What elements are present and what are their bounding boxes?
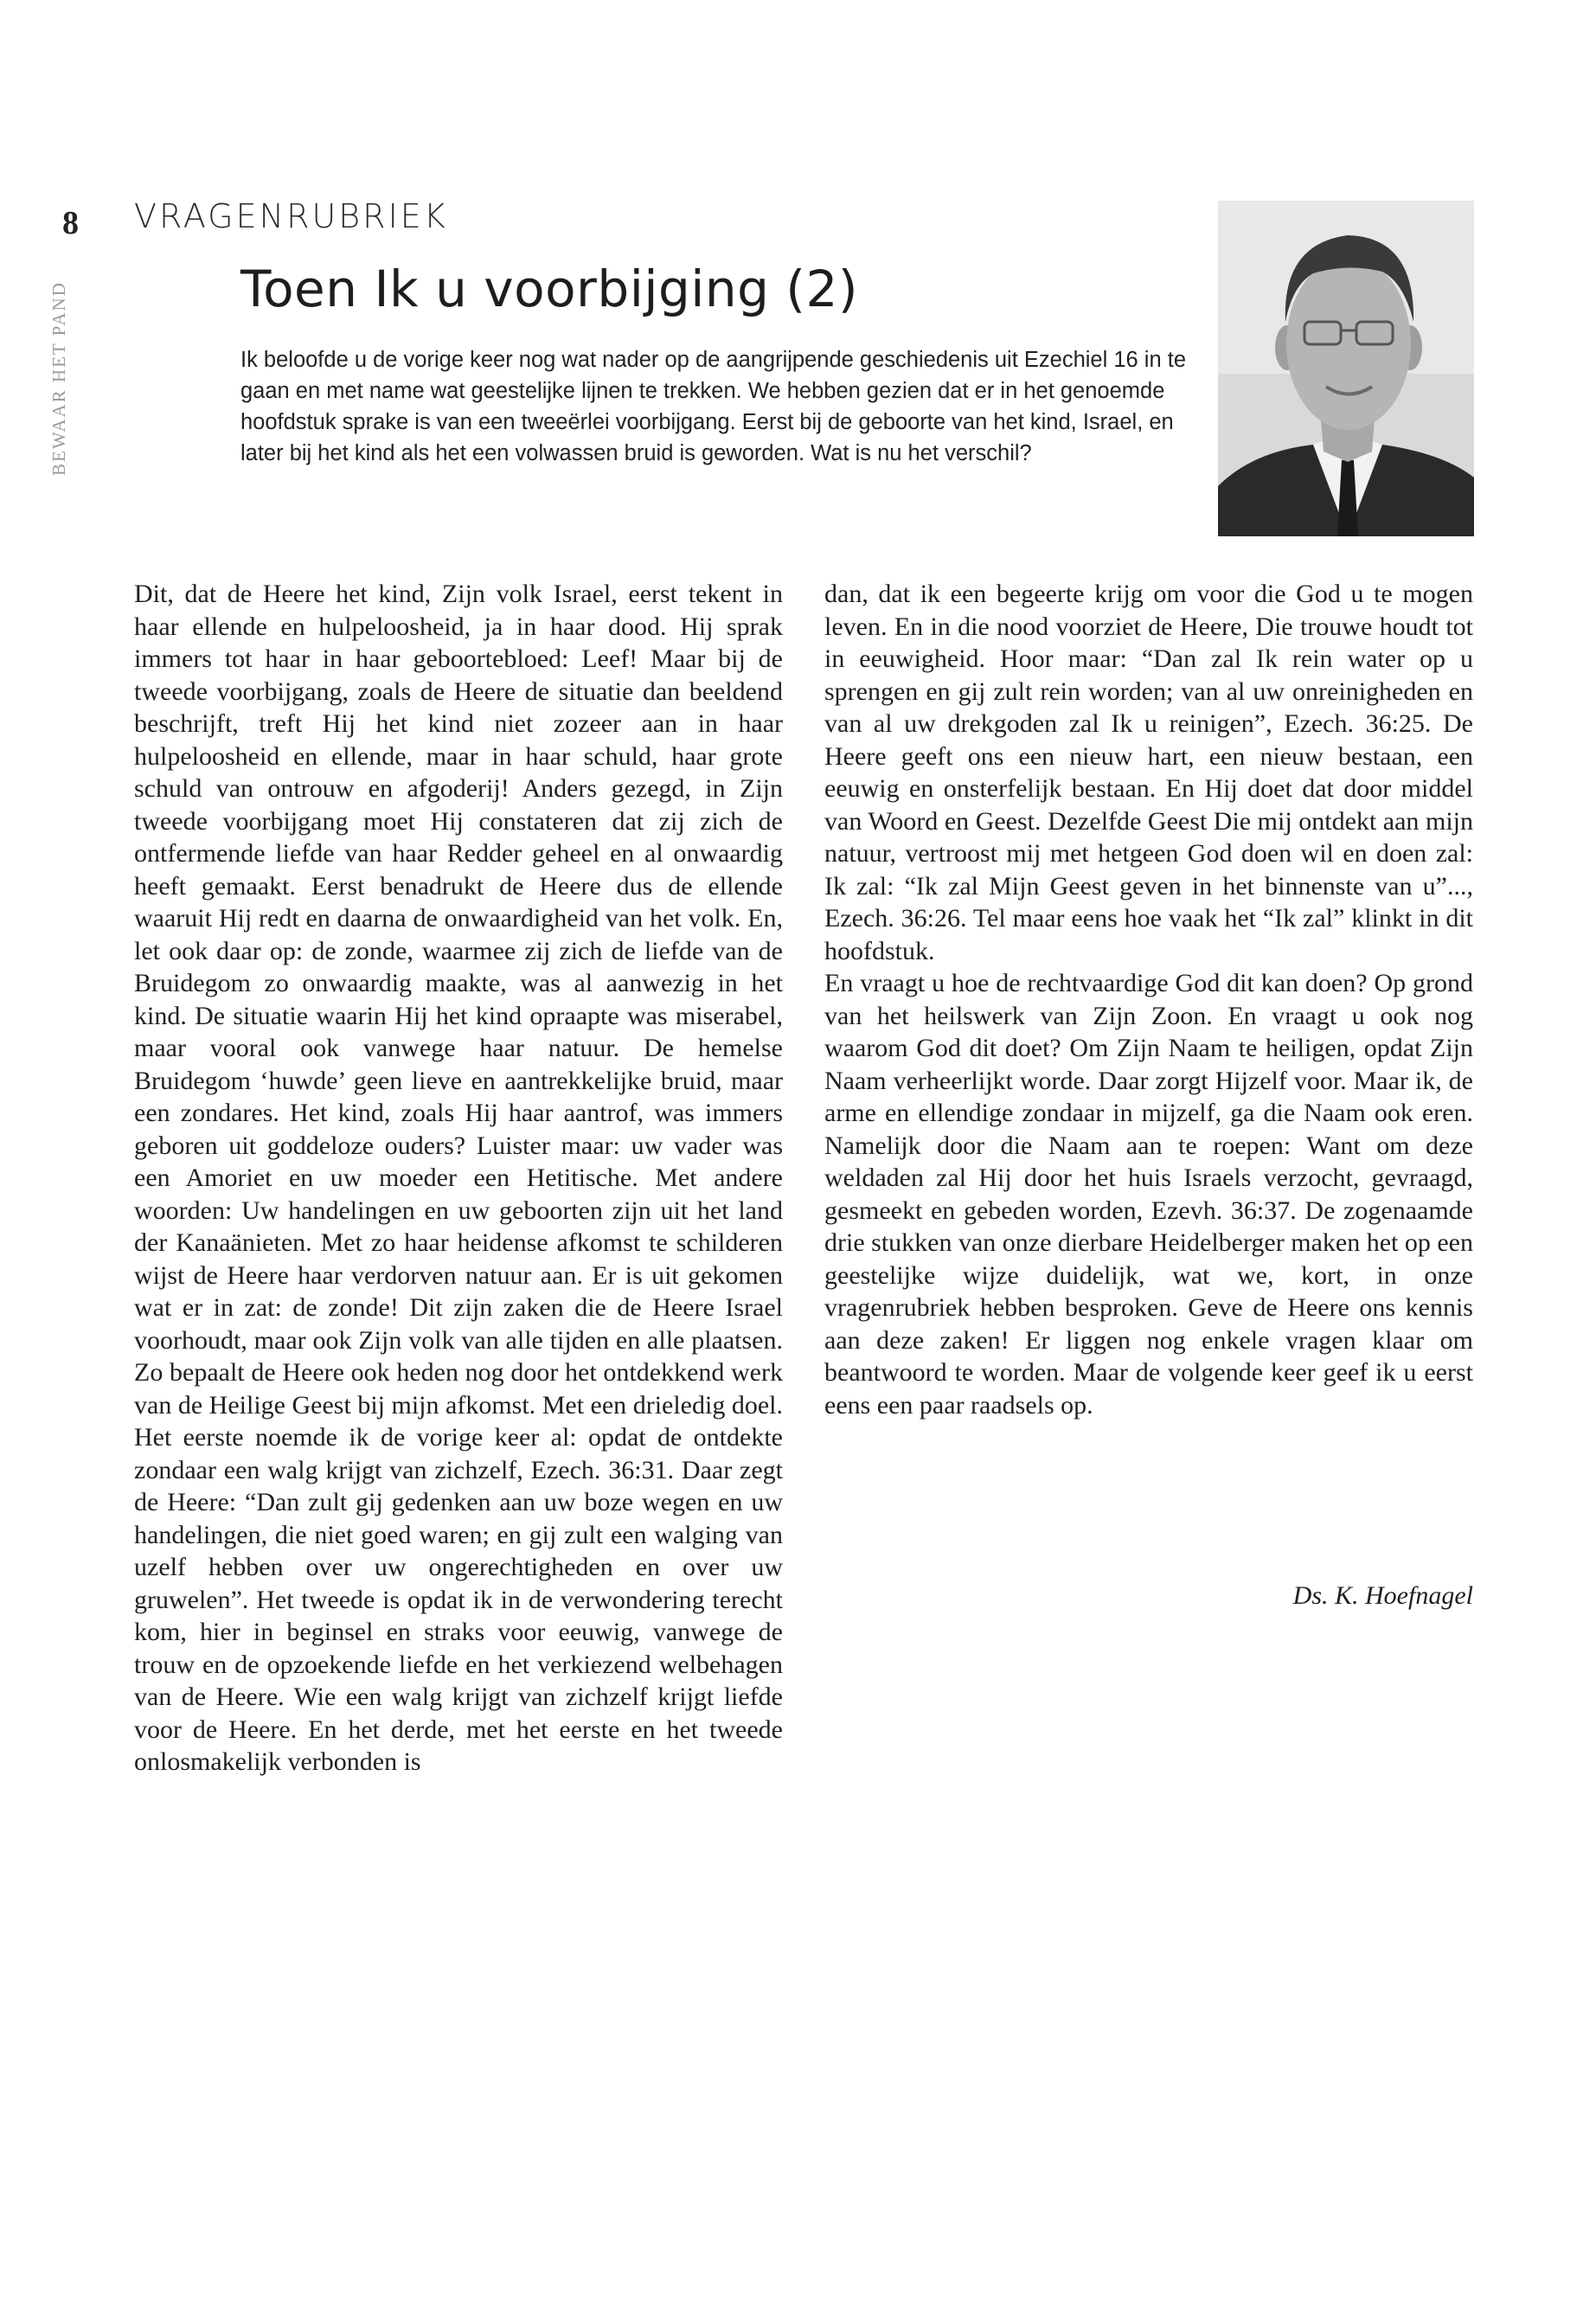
page-number: 8: [62, 205, 79, 241]
body-column-right: [824, 578, 1473, 1421]
author-portrait: [1218, 201, 1474, 536]
article-title: Toen Ik u voorbijging (2): [240, 260, 859, 318]
body-paragraph: dan, dat ik een begeerte krijg om voor die God u te mogen leven. En in die nood voorziet de Heere, Die trouwe houdt tot in eeuwigheid. Hoor maar: “Dan zal Ik rein water op u sprengen en gij zult rein worden; van al uw onreinigheden en van al uw drekgoden zal Ik u reinigen”, Ezech. 36:25. De Heere geeft ons een nieuw hart, een nieuw bestaan, een eeuwig en onsterfelijk bestaan. En Hij doet dat door middel van Woord en Geest. Dezelfde Geest Die mij ontdekt aan mijn natuur, vertroost mij met hetgeen God doen wil en doen zal: Ik zal: “Ik zal Mijn Geest geven in het binnenste van u”..., Ezech. 36:26. Tel maar eens hoe vaak het “Ik zal” klinkt in dit hoofdstuk.: [824, 580, 1473, 965]
section-label: VRAGENRUBRIEK: [134, 197, 448, 235]
article-intro: Ik beloofde u de vorige keer nog wat nader op de aangrijpende geschiedenis uit Ezechiel 16 in te gaan en met name wat geestelijke lijnen te trekken. We hebben gezien dat er in het genoemde hoofdstuk sprake is van een tweeërlei voorbijgang. Eerst bij de geboorte van het kind, Israel, en later bij het kind als het een volwassen bruid is geworden. Wat is nu het verschil?: [240, 348, 1187, 465]
body-paragraph: En vraagt u hoe de rechtvaardige God dit kan doen? Op grond van het heilswerk van Zijn Zoon. En vraagt u ook nog waarom God dit doet? Om Zijn Naam te heiligen, opdat Zijn Naam verheerlijkt worde. Daar zorgt Hijzelf voor. Maar ik, de arme en ellendige zondaar in mijzelf, ga die Naam ook eren. Namelijk door die Naam aan te roepen: Want om deze weldaden zal Hij door het huis Israels verzocht, gevraagd, gesmeekt en gebeden worden, Ezevh. 36:37. De zogenaamde drie stukken van onze dierbare Heidelberger maken het op een geestelijke wijze duidelijk, wat we, kort, in onze vragenrubriek hebben besproken. Geve de Heere ons kennis aan deze zaken! Er liggen nog enkele vragen klaar om beantwoord te worden. Maar de volgende keer geef ik u eerst eens een paar raadsels op.: [824, 969, 1473, 1420]
running-head: BEWAAR HET PAND: [48, 281, 69, 476]
author-signature: Ds. K. Hoefnagel: [1292, 1581, 1473, 1610]
portrait-illustration: [1218, 201, 1474, 536]
body-column-left: Dit, dat de Heere het kind, Zijn volk Israel, eerst tekent in haar ellende en hulpeloosheid, ja in haar dood. Hij sprak immers tot haar in haar geboortebloed: Leef! Maar bij de tweede voorbijgang, zoals de Heere de situatie dan beeldend beschrijft, treft Hij het kind niet zozeer aan in haar hulpeloosheid en ellende, maar in haar schuld, haar grote schuld van ontrouw en afgoderij! Anders gezegd, in Zijn tweede voorbijgang moet Hij constateren dat zij zich de ontfermende liefde van haar Redder geheel en al onwaardig heeft gemaakt. Eerst benadrukt de Heere dus de ellende waaruit Hij redt en daarna de onwaardigheid van het volk. En, let ook daar op: de zonde, waarmee zij zich de liefde van de Bruidegom zo onwaardig maakte, was al aanwezig in het kind. De situatie waarin Hij het kind opraapte was miserabel, maar vooral ook vanwege haar natuur. De hemelse Bruidegom ‘huwde’ geen lieve en aantrekkelijke bruid, maar een zondares. Het kind, zoals Hij haar aantrof, was immers geboren uit goddeloze ouders? Luister maar: uw vader was een Amoriet en uw moeder een Hetitische. Met andere woorden: Uw handelingen en uw geboorten zijn uit het land der Kanaänieten. Met zo haar heidense afkomst te schilderen wijst de Heere haar verdorven natuur aan. Er is uit gekomen wat er in zat: de zonde! Dit zijn zaken die de Heere Israel voorhoudt, maar ook Zijn volk van alle tijden en alle plaatsen. Zo bepaalt de Heere ook heden nog door het ontdekkend werk van de Heilige Geest bij mijn afkomst. Met een drieledig doel. Het eerste noemde ik de vorige keer al: opdat de ontdekte zondaar een walg krijgt van zichzelf, Ezech. 36:31. Daar zegt de Heere: “Dan zult gij gedenken aan uw boze wegen en uw handelingen, die niet goed waren; en gij zult een walging van uzelf hebben over uw ongerechtigheden en over uw gruwelen”. Het tweede is opdat ik in de verwondering terecht kom, hier in beginsel en straks voor eeuwig, vanwege de trouw en de opzoekende liefde en het verkiezend welbehagen van de Heere. Wie een walg krijgt van zichzelf krijgt liefde voor de Heere. En het derde, met het eerste en het tweede onlosmakelijk verbonden is: [134, 580, 783, 1776]
